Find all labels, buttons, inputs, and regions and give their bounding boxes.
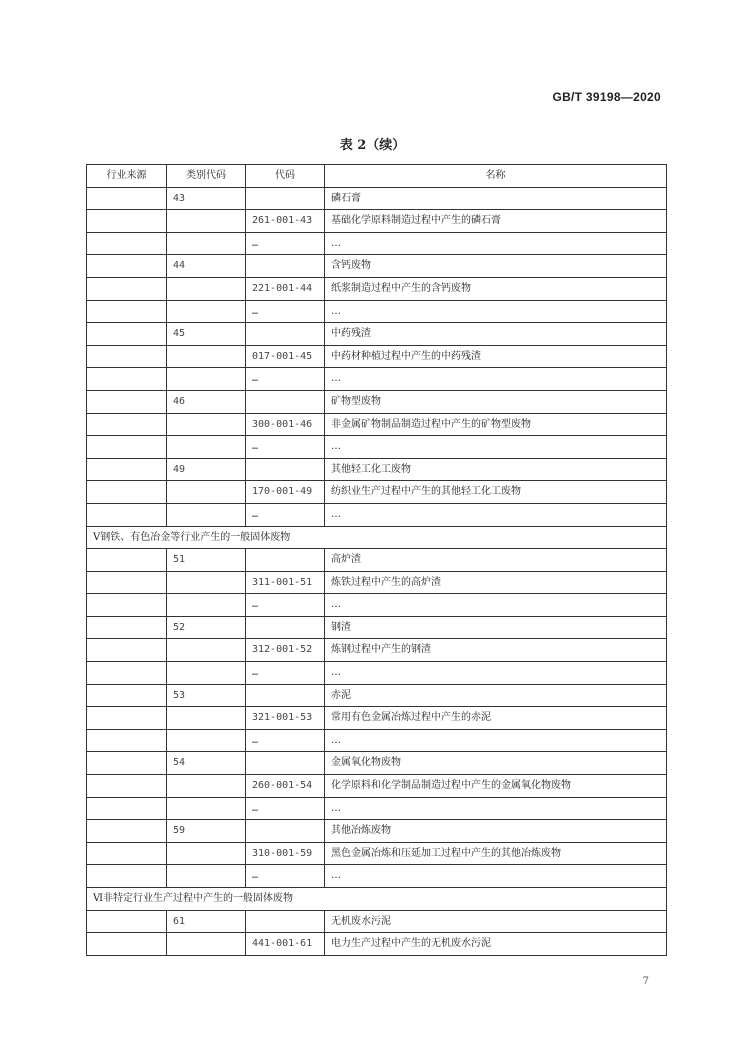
- industry-source-cell: [87, 616, 167, 639]
- name-cell: …: [325, 368, 667, 391]
- name-cell: 化学原料和化学制品制造过程中产生的金属氧化物废物: [325, 775, 667, 798]
- code-cell: [246, 255, 325, 278]
- name-cell: …: [325, 594, 667, 617]
- item-row: [87, 300, 667, 323]
- name-cell: 中药残渣: [325, 323, 667, 346]
- code-cell: [246, 910, 325, 933]
- name-cell: 基础化学原料制造过程中产生的磷石膏: [325, 210, 667, 233]
- category-code-cell: [167, 933, 246, 956]
- industry-source-cell: [87, 481, 167, 504]
- name-cell: 赤泥: [325, 684, 667, 707]
- category-code-cell: [167, 413, 246, 436]
- industry-source-cell: [87, 707, 167, 730]
- item-row: [87, 232, 667, 255]
- industry-source-cell: [87, 842, 167, 865]
- standard-code: GB/T 39198—2020: [552, 90, 661, 104]
- item-row: [87, 345, 667, 368]
- item-row: [87, 571, 667, 594]
- item-row: [87, 481, 667, 504]
- industry-source-cell: [87, 368, 167, 391]
- name-cell: 非金属矿物制品制造过程中产生的矿物型废物: [325, 413, 667, 436]
- code-cell: [246, 752, 325, 775]
- code-cell: [246, 187, 325, 210]
- name-cell: 炼钢过程中产生的钢渣: [325, 639, 667, 662]
- name-cell: 纺织业生产过程中产生的其他轻工化工废物: [325, 481, 667, 504]
- name-cell: 无机废水污泥: [325, 910, 667, 933]
- category-code-cell: [167, 345, 246, 368]
- industry-source-cell: [87, 639, 167, 662]
- waste-classification-table: [86, 164, 667, 956]
- category-code-cell: [167, 594, 246, 617]
- industry-source-cell: [87, 910, 167, 933]
- table-body: [87, 187, 667, 955]
- name-cell: 电力生产过程中产生的无机废水污泥: [325, 933, 667, 956]
- industry-source-cell: [87, 345, 167, 368]
- industry-source-cell: [87, 232, 167, 255]
- code-cell: [246, 390, 325, 413]
- code-cell: [246, 616, 325, 639]
- item-row: [87, 662, 667, 685]
- code-cell: …: [246, 503, 325, 526]
- category-code-cell: [167, 729, 246, 752]
- item-row: [87, 436, 667, 459]
- name-cell: …: [325, 300, 667, 323]
- item-row: [87, 210, 667, 233]
- code-cell: [246, 820, 325, 843]
- industry-source-cell: [87, 458, 167, 481]
- section-row: [87, 526, 667, 549]
- category-code-cell: 54: [167, 752, 246, 775]
- code-cell: [246, 684, 325, 707]
- industry-source-cell: [87, 820, 167, 843]
- item-row: [87, 842, 667, 865]
- category-code-cell: [167, 775, 246, 798]
- category-code-cell: 52: [167, 616, 246, 639]
- code-cell: 017-001-45: [246, 345, 325, 368]
- code-cell: 221-001-44: [246, 277, 325, 300]
- code-cell: …: [246, 594, 325, 617]
- industry-source-cell: [87, 797, 167, 820]
- category-row: [87, 458, 667, 481]
- category-code-cell: [167, 503, 246, 526]
- code-cell: 260-001-54: [246, 775, 325, 798]
- section-title: Ⅴ钢铁、有色冶金等行业产生的一般固体废物: [87, 526, 667, 549]
- code-cell: …: [246, 797, 325, 820]
- category-code-cell: [167, 865, 246, 888]
- industry-source-cell: [87, 549, 167, 572]
- code-cell: 300-001-46: [246, 413, 325, 436]
- code-cell: 170-001-49: [246, 481, 325, 504]
- category-code-cell: 59: [167, 820, 246, 843]
- category-row: [87, 323, 667, 346]
- industry-source-cell: [87, 413, 167, 436]
- category-code-cell: 51: [167, 549, 246, 572]
- name-cell: 含钙废物: [325, 255, 667, 278]
- item-row: [87, 865, 667, 888]
- code-cell: …: [246, 662, 325, 685]
- name-cell: …: [325, 797, 667, 820]
- name-cell: …: [325, 503, 667, 526]
- category-row: [87, 752, 667, 775]
- name-cell: …: [325, 662, 667, 685]
- category-code-cell: 61: [167, 910, 246, 933]
- name-cell: …: [325, 436, 667, 459]
- industry-source-cell: [87, 775, 167, 798]
- code-cell: 312-001-52: [246, 639, 325, 662]
- code-cell: …: [246, 729, 325, 752]
- code-cell: …: [246, 368, 325, 391]
- industry-source-cell: [87, 571, 167, 594]
- name-cell: …: [325, 865, 667, 888]
- category-row: [87, 910, 667, 933]
- category-code-cell: [167, 232, 246, 255]
- industry-source-cell: [87, 752, 167, 775]
- category-code-cell: 46: [167, 390, 246, 413]
- name-cell: 纸浆制造过程中产生的含钙废物: [325, 277, 667, 300]
- column-header-name: 名称: [325, 165, 667, 188]
- table-header-row: [87, 165, 667, 188]
- item-row: [87, 368, 667, 391]
- category-row: [87, 616, 667, 639]
- industry-source-cell: [87, 436, 167, 459]
- item-row: [87, 639, 667, 662]
- code-cell: …: [246, 232, 325, 255]
- category-row: [87, 549, 667, 572]
- name-cell: 金属氧化物废物: [325, 752, 667, 775]
- item-row: [87, 594, 667, 617]
- category-code-cell: 53: [167, 684, 246, 707]
- code-cell: [246, 323, 325, 346]
- category-code-cell: [167, 707, 246, 730]
- name-cell: 高炉渣: [325, 549, 667, 572]
- code-cell: [246, 458, 325, 481]
- industry-source-cell: [87, 684, 167, 707]
- code-cell: …: [246, 865, 325, 888]
- industry-source-cell: [87, 729, 167, 752]
- industry-source-cell: [87, 323, 167, 346]
- category-code-cell: 49: [167, 458, 246, 481]
- category-row: [87, 684, 667, 707]
- category-code-cell: [167, 277, 246, 300]
- code-cell: 311-001-51: [246, 571, 325, 594]
- section-title: Ⅵ非特定行业生产过程中产生的一般固体废物: [87, 888, 667, 911]
- industry-source-cell: [87, 865, 167, 888]
- name-cell: …: [325, 232, 667, 255]
- industry-source-cell: [87, 503, 167, 526]
- code-cell: 441-001-61: [246, 933, 325, 956]
- industry-source-cell: [87, 662, 167, 685]
- category-code-cell: 44: [167, 255, 246, 278]
- name-cell: 其他轻工化工废物: [325, 458, 667, 481]
- code-cell: …: [246, 436, 325, 459]
- item-row: [87, 707, 667, 730]
- industry-source-cell: [87, 187, 167, 210]
- name-cell: 矿物型废物: [325, 390, 667, 413]
- category-code-cell: [167, 368, 246, 391]
- item-row: [87, 775, 667, 798]
- name-cell: 中药材种植过程中产生的中药残渣: [325, 345, 667, 368]
- category-code-cell: [167, 571, 246, 594]
- industry-source-cell: [87, 594, 167, 617]
- category-code-cell: 43: [167, 187, 246, 210]
- name-cell: 钢渣: [325, 616, 667, 639]
- category-code-cell: [167, 210, 246, 233]
- code-cell: 310-001-59: [246, 842, 325, 865]
- name-cell: …: [325, 729, 667, 752]
- code-cell: …: [246, 300, 325, 323]
- item-row: [87, 933, 667, 956]
- category-row: [87, 390, 667, 413]
- item-row: [87, 503, 667, 526]
- category-code-cell: [167, 797, 246, 820]
- item-row: [87, 413, 667, 436]
- category-code-cell: [167, 436, 246, 459]
- table-title: 表 2（续）: [339, 138, 406, 153]
- industry-source-cell: [87, 277, 167, 300]
- code-cell: [246, 549, 325, 572]
- name-cell: 黑色金属冶炼和压延加工过程中产生的其他冶炼废物: [325, 842, 667, 865]
- category-code-cell: [167, 842, 246, 865]
- column-header-code: 代码: [246, 165, 325, 188]
- industry-source-cell: [87, 933, 167, 956]
- name-cell: 常用有色金属冶炼过程中产生的赤泥: [325, 707, 667, 730]
- category-row: [87, 187, 667, 210]
- category-row: [87, 255, 667, 278]
- name-cell: 磷石膏: [325, 187, 667, 210]
- column-header-category-code: 类别代码: [167, 165, 246, 188]
- item-row: [87, 797, 667, 820]
- industry-source-cell: [87, 300, 167, 323]
- category-row: [87, 820, 667, 843]
- industry-source-cell: [87, 390, 167, 413]
- section-row: [87, 888, 667, 911]
- item-row: [87, 277, 667, 300]
- page-number: 7: [642, 976, 649, 987]
- name-cell: 炼铁过程中产生的高炉渣: [325, 571, 667, 594]
- name-cell: 其他冶炼废物: [325, 820, 667, 843]
- category-code-cell: 45: [167, 323, 246, 346]
- item-row: [87, 729, 667, 752]
- industry-source-cell: [87, 255, 167, 278]
- code-cell: 261-001-43: [246, 210, 325, 233]
- industry-source-cell: [87, 210, 167, 233]
- category-code-cell: [167, 300, 246, 323]
- code-cell: 321-001-53: [246, 707, 325, 730]
- column-header-industry-source: 行业来源: [87, 165, 167, 188]
- category-code-cell: [167, 662, 246, 685]
- category-code-cell: [167, 481, 246, 504]
- category-code-cell: [167, 639, 246, 662]
